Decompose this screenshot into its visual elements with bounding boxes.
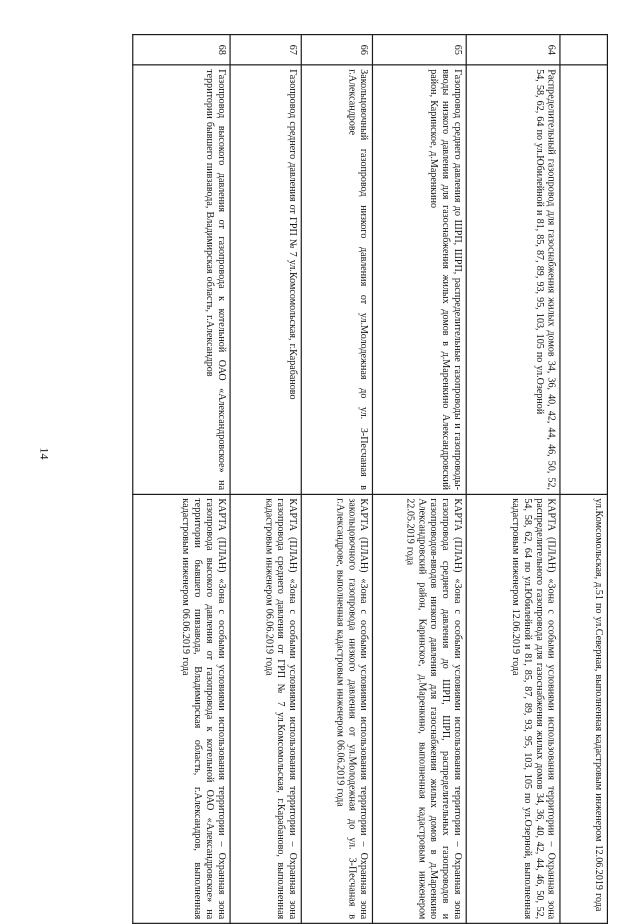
table-row <box>230 35 301 924</box>
object-name-cell: Газопровод высокого давления от газопровода к котельной ОАО «Александровское» на территории бывшего пивзавода, Владимирская область, г.Александров <box>133 65 230 494</box>
object-name-cell: Газопровод среднего давления от ГРП № 7 ул.Комсомольская, г.Карабаново <box>230 65 301 494</box>
object-name-cell <box>560 65 607 494</box>
document-cell: ул.Комсомольская, д.51 по ул.Северная, выполненная кадастровым инженером 12.06.2019 года <box>560 494 607 923</box>
object-name-cell: Закольцовочный газопровод низкого давления от ул.Молодежная до ул. 3-Песчаная в г.Александрове <box>301 65 372 494</box>
table-row <box>372 35 466 924</box>
rotated-table-container <box>15 34 608 924</box>
object-name-cell: Газопровод среднего давления до ШРП, ШРП, распределительные газопроводы и газопроводы-вводы низкого давления для газоснабжения жилых домов в д.Маренкино Александровский район, Каринское, д.Маренкино <box>372 65 466 494</box>
document-cell: КАРТА (ПЛАН) «Зона с особыми условиями использования территории – Охранная зона газопровода среднего давления от ГРП № 7 ул.Комсомольская, г.Карабаново, выполненная кадастровым инженером 06.06.2019 года <box>230 494 301 923</box>
object-name-cell: Распределительный газопровод для газоснабжения жилых домов 34, 36, 40, 42, 44, 46, 50, 52, 54, 58, 62, 64 по ул.Юбилейной и 81, 85, 87, 89, 93, 95, 103, 105 по ул.Озерной <box>466 65 560 494</box>
table-row <box>301 35 372 924</box>
document-cell: КАРТА (ПЛАН) «Зона с особыми условиями использования территории – Охранная зона закольцовочного газопровода низкого давления от ул.Молодежная до ул. 3-Песчаная в г.Александрове, выполненная кадастровым инженером 06.06.2019 года <box>301 494 372 923</box>
table-row <box>133 35 230 924</box>
gas-pipeline-table <box>132 34 608 924</box>
page-number: 14 <box>37 447 52 460</box>
document-cell: КАРТА (ПЛАН) «Зона с особыми условиями использования территории – Охранная зона распределительного газопровода для газоснабжения жилых домов 34, 36, 40, 42, 44, 46, 50, 52, 54, 58, 62, 64 по ул.Юбилейной и 81, 85, 87, 89, 93, 95, 103, 105 по ул.Озерной, выполненная кадастровым инженером 12.06.2019 года <box>466 494 560 923</box>
row-number-cell <box>560 35 607 65</box>
document-cell: КАРТА (ПЛАН) «Зона с особыми условиями использования территории – Охранная зона газопровода среднего давления до ШРП, ШРП, распределительных газопроводов и газопроводов-вводов низкого давления для газоснабжения жилых домов в д.Маренкино Александровский район, Каринское, д.Маренкино, выполненная кадастровым инженером 22.05.2019 года <box>372 494 466 923</box>
table-row <box>560 35 607 924</box>
document-cell: КАРТА (ПЛАН) «Зона с особыми условиями использования территории – Охранная зона газопровода высокого давления от газопровода к котельной ОАО «Александровское» на территории бывшего пивзавода, Владимирская область, г.Александров, выполненная кадастровым инженером 06.06.2019 года <box>133 494 230 923</box>
row-number-cell: 64 <box>466 35 560 65</box>
row-number-cell: 67 <box>230 35 301 65</box>
table-row <box>466 35 560 924</box>
row-number-cell: 65 <box>372 35 466 65</box>
row-number-cell: 68 <box>133 35 230 65</box>
row-number-cell: 66 <box>301 35 372 65</box>
